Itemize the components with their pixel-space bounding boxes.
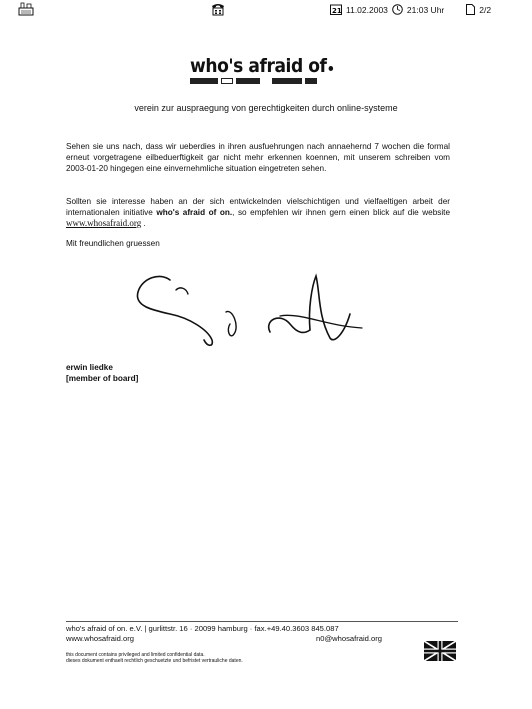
body-paragraph-2: Sollten sie interesse haben an der sich entwickelnden vielschichtigen und vielfaeltigen arbeit der internationalen initiative who's afraid of on., so empfehlen wir ihnen gern einen blick auf die website www.whosafraid.org . — [66, 197, 451, 228]
footer-email[interactable]: n0@whosafraid.org — [316, 634, 382, 643]
logo-pattern-strip — [190, 78, 340, 84]
flag-icon — [424, 641, 456, 661]
signer-name: erwin liedke — [66, 363, 113, 372]
page-icon — [466, 4, 475, 15]
fax-page-count: 2/2 — [479, 4, 492, 15]
body-paragraph-1: Sehen sie uns nach, dass wir ueberdies in ihren ausfuehrungen nach annaehernd 7 wochen die formal erneut vorgetragene eilbeduerftigkeit gar nicht mehr erkennen koennen, mit unserem schreiben vom 2003-01-20 hingegen eine einvernehmliche situation eingetreten sehen. — [66, 142, 450, 173]
signer-role: [member of board] — [66, 374, 139, 383]
svg-text:21: 21 — [332, 7, 342, 15]
signer-block — [66, 362, 138, 384]
clock-icon — [392, 4, 403, 15]
organization-logo — [190, 55, 340, 84]
calendar-icon — [330, 4, 342, 15]
telephone-icon — [210, 2, 226, 16]
footer-divider — [66, 621, 458, 622]
fax-machine-icon — [18, 2, 34, 16]
website-link[interactable]: www.whosafraid.org — [66, 218, 142, 228]
confidential-notice-de: dieses dokument enthaelt rechtlich geschuetzte und befristet vertrauliche daten. — [66, 658, 243, 664]
footer-address: who's afraid of on. e.V. | gurlittstr. 16 · 20099 hamburg · fax.+49.40.3603 845.087 — [66, 624, 339, 633]
closing-greeting: Mit freundlichen gruessen — [66, 239, 160, 248]
organization-name-bold: who's afraid of on. — [156, 208, 233, 217]
footer-website[interactable]: www.whosafraid.org — [66, 634, 134, 643]
organization-tagline: verein zur auspraegung von gerechtigkeiten durch online-systeme — [134, 103, 398, 113]
logo-text: who's afraid of — [190, 55, 327, 77]
handwritten-signature — [130, 268, 370, 350]
confidential-notice-en: this document contains privileged and limited confidential data. — [66, 652, 205, 658]
fax-time: 21:03 Uhr — [406, 4, 445, 15]
fax-transmission-info — [330, 4, 491, 15]
fax-date: 11.02.2003 — [346, 4, 388, 15]
